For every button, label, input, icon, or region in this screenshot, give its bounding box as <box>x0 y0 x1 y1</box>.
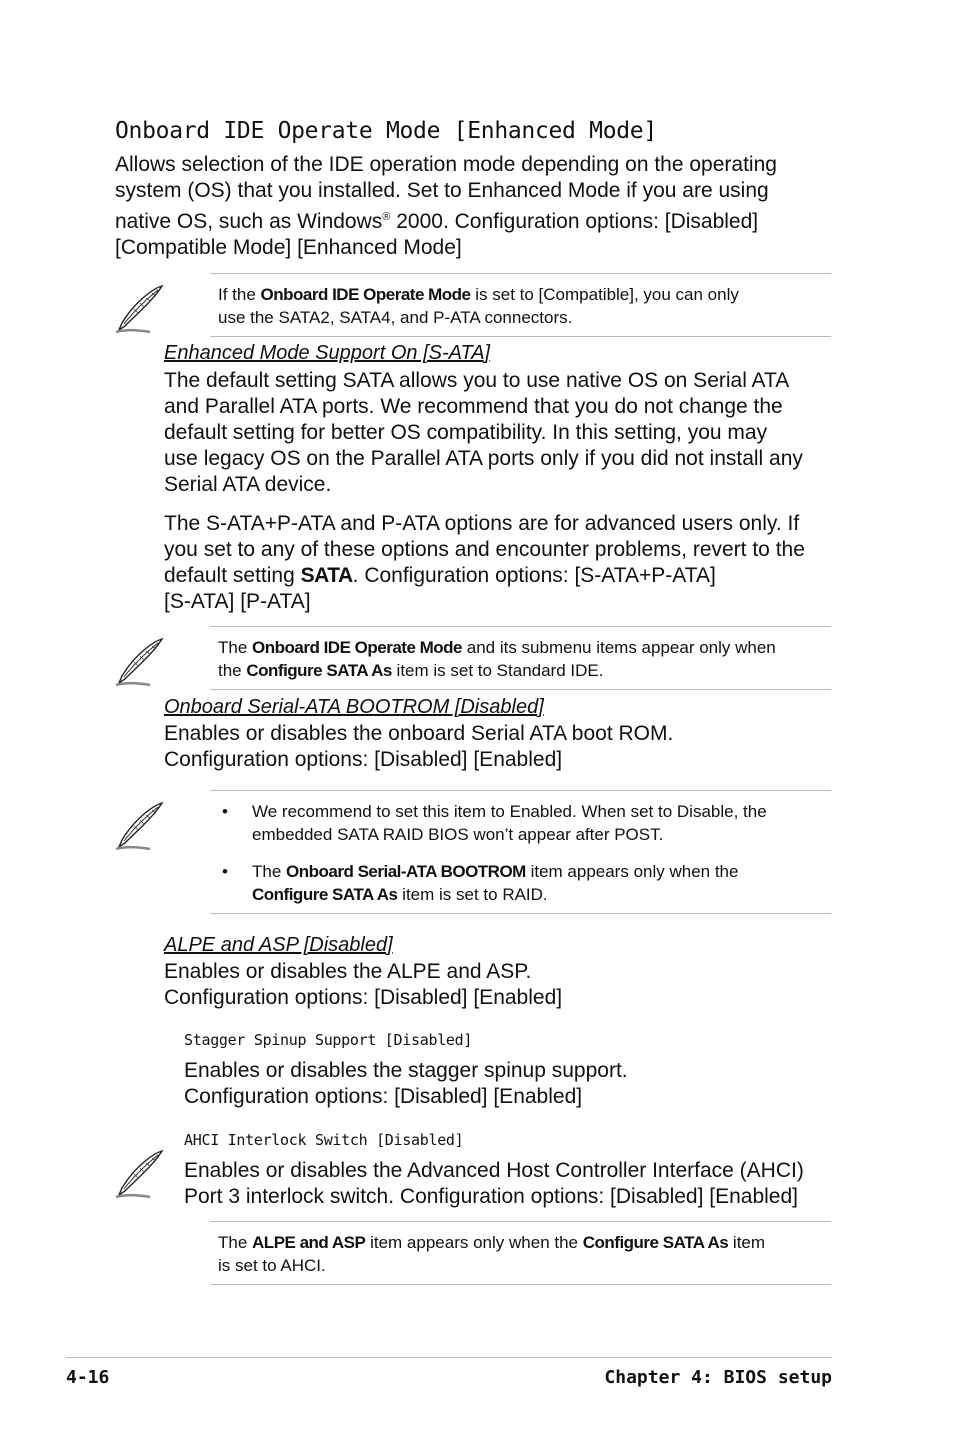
subsection-title: AHCI Interlock Switch [Disabled] <box>184 1131 464 1149</box>
bullet-marker: • <box>222 802 228 821</box>
body-line: Enables or disables the ALPE and ASP. <box>164 960 532 983</box>
body-text: . Configuration options: [S-ATA+P-ATA] <box>352 564 716 587</box>
intro-line: system (OS) that you installed. Set to Enhanced Mode if you are using <box>115 179 769 202</box>
note-text-part: is set to [Compatible], you can only <box>470 285 739 304</box>
subsection-title: ALPE and ASP [Disabled] <box>164 934 393 956</box>
bootrom-paragraph <box>164 721 844 773</box>
note-bold-term: Onboard Serial-ATA BOOTROM <box>286 862 526 881</box>
note-bold-term: Onboard IDE Operate Mode <box>252 638 463 657</box>
note-box <box>210 626 831 690</box>
note-bold-term: Onboard IDE Operate Mode <box>260 285 471 304</box>
ahci-paragraph <box>184 1158 844 1210</box>
note-box <box>210 1221 831 1285</box>
note-text-part: the <box>218 661 247 680</box>
body-line: Configuration options: [Disabled] [Enabled] <box>164 748 563 771</box>
note-text-part: If the <box>218 285 261 304</box>
enhanced-paragraph-1 <box>164 368 844 498</box>
note-line: embedded SATA RAID BIOS won’t appear after POST. <box>252 825 664 844</box>
body-line: The default setting SATA allows you to use native OS on Serial ATA <box>164 369 790 392</box>
body-text: default setting <box>164 564 301 587</box>
chapter-label: Chapter 4: BIOS setup <box>604 1367 832 1388</box>
body-line: Serial ATA device. <box>164 473 332 496</box>
body-line: Enables or disables the stagger spinup support. <box>184 1059 628 1082</box>
registered-mark: ® <box>382 211 391 223</box>
note-bullet-item <box>218 860 830 906</box>
body-line: you set to any of these options and encounter problems, revert to the <box>164 538 805 561</box>
note-text-part: The <box>218 1233 253 1252</box>
note-text-part: item appears only when the <box>525 862 739 881</box>
enhanced-paragraph-2 <box>164 511 844 615</box>
body-line: Configuration options: [Disabled] [Enabled] <box>164 986 563 1009</box>
note-text-part: item is set to RAID. <box>397 885 548 904</box>
pen-note-icon <box>112 1148 166 1200</box>
body-line <box>164 563 844 589</box>
body-line: [S-ATA] [P-ATA] <box>164 590 311 613</box>
note-text-part: item is set to Standard IDE. <box>391 661 604 680</box>
body-bold-term: SATA <box>300 564 353 587</box>
intro-line <box>115 204 835 235</box>
intro-text: native OS, such as Windows <box>115 210 383 233</box>
note-text <box>218 283 830 329</box>
bullet-marker: • <box>222 862 228 881</box>
stagger-paragraph <box>184 1058 844 1110</box>
body-line: Port 3 interlock switch. Configuration options: [Disabled] [Enabled] <box>184 1185 798 1208</box>
alpe-paragraph <box>164 959 844 1011</box>
note-bullet-item <box>218 800 830 846</box>
body-line: and Parallel ATA ports. We recommend that you do not change the <box>164 395 783 418</box>
page-number: 4-16 <box>66 1367 110 1388</box>
note-text-part: item appears only when the <box>365 1233 583 1252</box>
body-line: use legacy OS on the Parallel ATA ports only if you did not install any <box>164 447 803 470</box>
subsection-title: Enhanced Mode Support On [S-ATA] <box>164 342 491 364</box>
note-line: We recommend to set this item to Enabled. When set to Disable, the <box>252 802 767 821</box>
note-text-part: The <box>252 862 287 881</box>
pen-note-icon <box>112 800 166 852</box>
pen-note-icon <box>112 283 166 335</box>
body-line: Enables or disables the onboard Serial ATA boot ROM. <box>164 722 674 745</box>
note-text-part: item <box>728 1233 766 1252</box>
footer-divider <box>66 1357 832 1358</box>
note-line: is set to AHCI. <box>218 1256 326 1275</box>
intro-line: [Compatible Mode] [Enhanced Mode] <box>115 236 462 259</box>
note-bold-term: ALPE and ASP <box>252 1233 366 1252</box>
intro-line: Allows selection of the IDE operation mode depending on the operating <box>115 153 777 176</box>
note-text <box>218 1231 830 1277</box>
intro-text: 2000. Configuration options: [Disabled] <box>390 210 759 233</box>
note-bold-term: Configure SATA As <box>252 885 398 904</box>
body-line: The S-ATA+P-ATA and P-ATA options are for advanced users only. If <box>164 512 800 535</box>
note-bold-term: Configure SATA As <box>582 1233 729 1252</box>
note-text-part: and its submenu items appear only when <box>462 638 776 657</box>
section-title: Onboard IDE Operate Mode [Enhanced Mode] <box>115 118 657 144</box>
body-line: default setting for better OS compatibility. In this setting, you may <box>164 421 768 444</box>
body-line: Configuration options: [Disabled] [Enabled] <box>184 1085 583 1108</box>
note-bold-term: Configure SATA As <box>246 661 392 680</box>
subsection-title: Stagger Spinup Support [Disabled] <box>184 1031 473 1049</box>
subsection-title: Onboard Serial-ATA BOOTROM [Disabled] <box>164 696 544 718</box>
note-line: use the SATA2, SATA4, and P-ATA connectors. <box>218 308 573 327</box>
note-text <box>218 636 830 682</box>
note-text-part: The <box>218 638 253 657</box>
note-box <box>210 273 831 337</box>
note-box <box>210 790 831 914</box>
body-line: Enables or disables the Advanced Host Controller Interface (AHCI) <box>184 1159 804 1182</box>
pen-note-icon <box>112 636 166 688</box>
intro-paragraph <box>115 152 835 261</box>
